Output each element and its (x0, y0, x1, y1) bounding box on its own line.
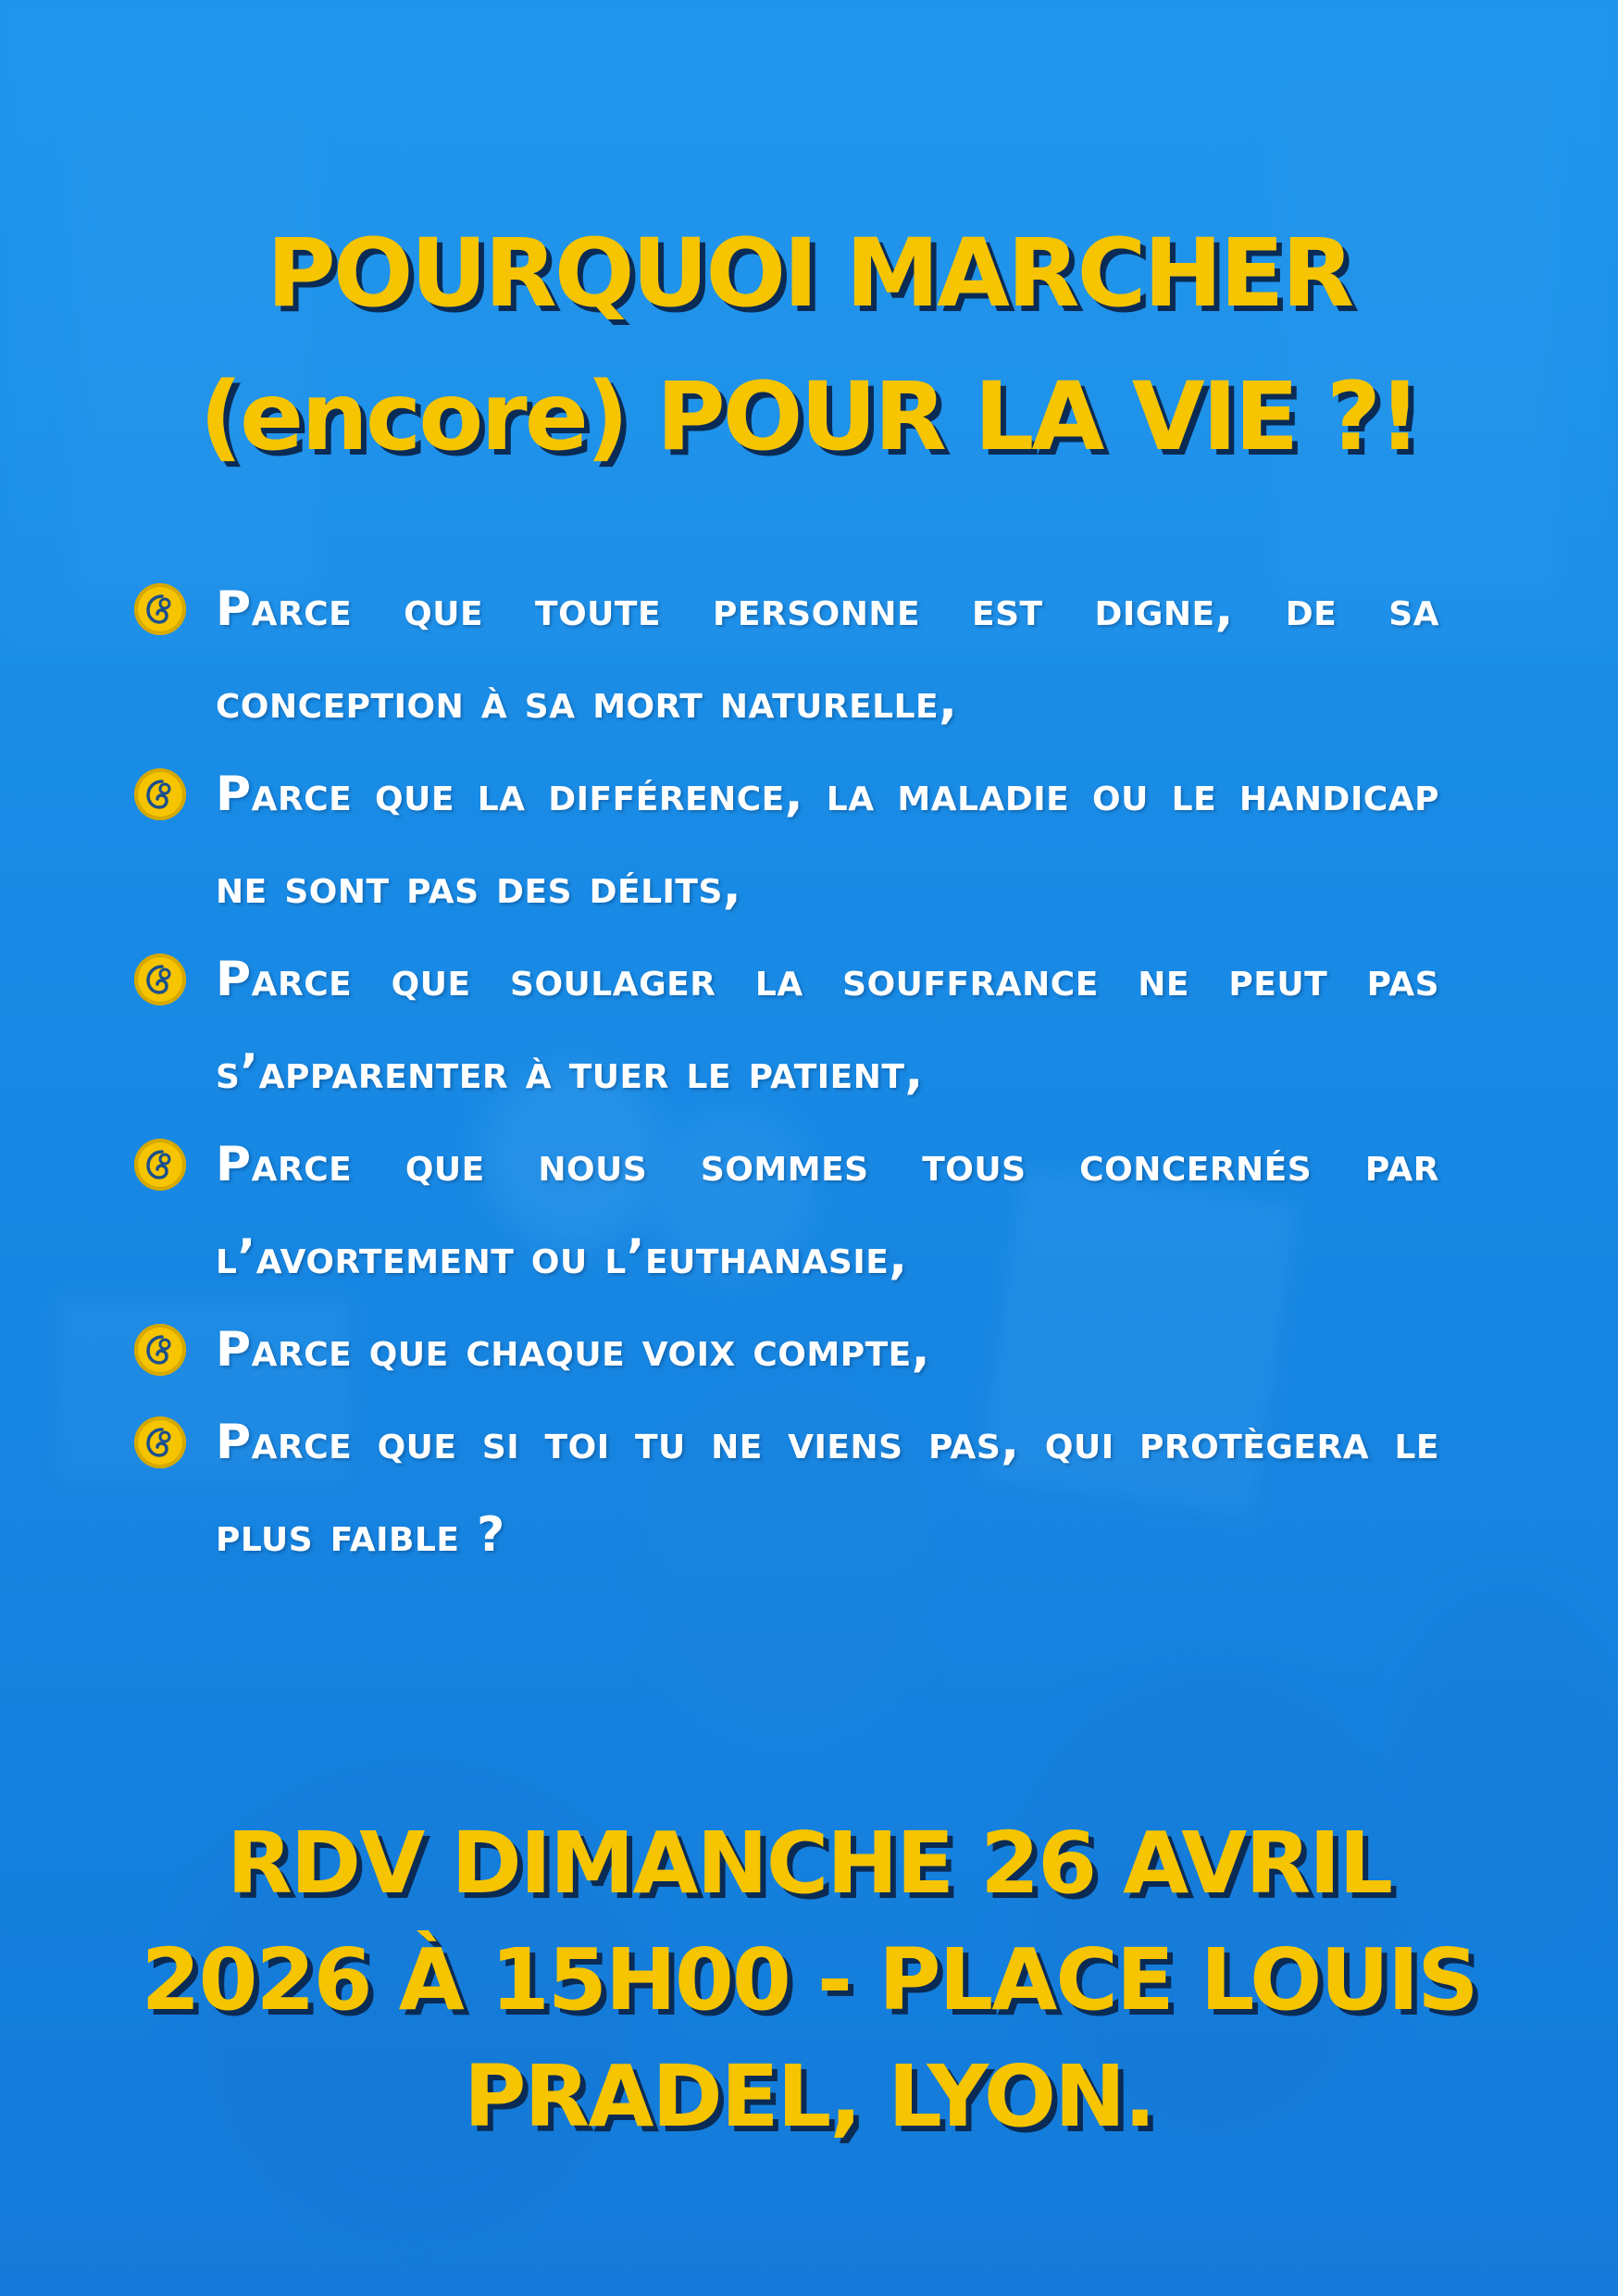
list-item (134, 1304, 1439, 1396)
list-item (134, 1118, 1439, 1304)
embryo-icon (134, 1139, 186, 1191)
reason-text: Parce que toute personne est digne, de sa conception à sa mort naturelle, (216, 581, 1439, 730)
embryo-icon (134, 583, 186, 635)
headline-line-1: POURQUOI MARCHER (267, 218, 1351, 329)
reason-text: Parce que nous sommes tous concernés par l’avortement ou l’euthanasie, (216, 1137, 1439, 1285)
reason-text: Parce que si toi tu ne viens pas, qui protègera le plus faible ? (216, 1415, 1439, 1563)
event-details (0, 1805, 1618, 2155)
embryo-icon (134, 768, 186, 820)
list-item (134, 933, 1439, 1118)
reason-text: Parce que la différence, la maladie ou le handicap ne sont pas des délits, (216, 767, 1439, 915)
reason-text: Parce que soulager la souffrance ne peut pas s’apparenter à tuer le patient, (216, 952, 1439, 1100)
event-line-2: 2026 À 15H00 - PLACE LOUIS (141, 1930, 1477, 2029)
headline-line-2: (encore) POUR LA VIE ?! (199, 362, 1419, 472)
embryo-icon (134, 1416, 186, 1468)
list-item (134, 563, 1439, 748)
reason-text: Parce que chaque voix compte, (216, 1322, 931, 1378)
embryo-icon (134, 954, 186, 1005)
event-line-1: RDV DIMANCHE 26 AVRIL (226, 1814, 1392, 1913)
event-line-3: PRADEL, LYON. (463, 2047, 1155, 2146)
reasons-list (134, 563, 1439, 1581)
embryo-icon (134, 1324, 186, 1376)
list-item (134, 1396, 1439, 1581)
list-item (134, 748, 1439, 933)
